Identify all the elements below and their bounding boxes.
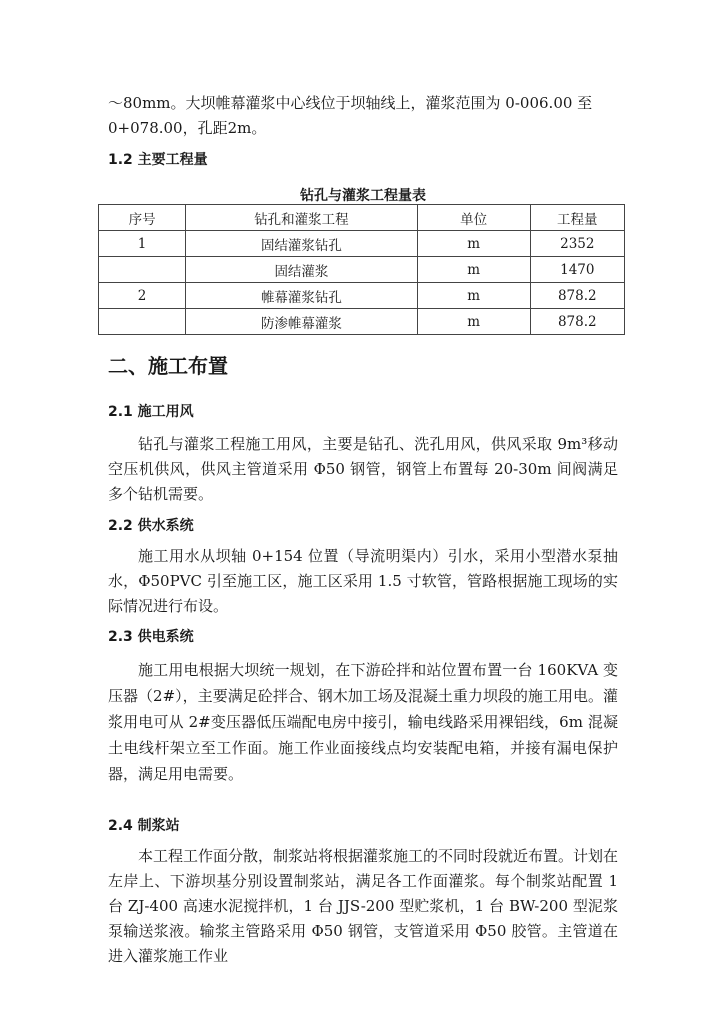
section-1-2-heading: 1.2 主要工程量 [108,152,208,168]
table-cell: m [417,231,530,257]
table-cell: m [417,257,530,283]
table-cell [99,309,186,335]
table-row [99,283,625,309]
section-2-2-text: 施工用水从坝轴 0+154 位置（导流明渠内）引水，采用小型潜水泵抽水，Φ50PVC 引至施工区，施工区采用 1.5 寸软管，管路根据施工现场的实际情况进行布设。 [108,547,618,615]
table-cell: 878.2 [530,309,624,335]
table-cell: 878.2 [530,283,624,309]
chapter-2-heading: 二、施工布置 [108,354,228,378]
section-2-3-heading: 2.3 供电系统 [108,629,194,645]
table-cell: 帷幕灌浆钻孔 [186,283,418,309]
section-2-1-heading: 2.1 施工用风 [108,404,194,420]
table-cell: m [417,283,530,309]
header-cell: 钻孔和灌浆工程 [186,205,418,231]
section-2-3-text: 施工用电根据大坝统一规划，在下游砼拌和站位置布置一台 160KVA 变压器（2#），主要满足砼拌合、钢木加工场及混凝土重力坝段的施工用电。灌浆用电可从 2#变压器低压端配电房中接引，输电线路采用裸铝线，6m 混凝土电线杆架立至工作面。施工作业面接线点均安装配电箱，并接有漏电保护器，满足用电需要。 [108,661,618,783]
table-row [99,309,625,335]
intro-line-1: ～80mm。大坝帷幕灌浆中心线位于坝轴线上，灌浆范围为 0-006.00 至 [108,94,593,112]
table-cell: 固结灌浆钻孔 [186,231,418,257]
table-cell [99,257,186,283]
table-caption: 钻孔与灌浆工程量表 [300,188,426,204]
table-cell: 2 [99,283,186,309]
section-2-2-heading: 2.2 供水系统 [108,518,194,534]
section-2-4-text: 本工程工作面分散，制浆站将根据灌浆施工的不同时段就近布置。计划在左岸上、下游坝基分别设置制浆站，满足各工作面灌浆。每个制浆站配置 1 台 ZJ-400 高速水泥搅拌机，1 台 JJS-200 型贮浆机，1 台 BW-200 型泥浆泵输送浆液。输浆主管路采用 Φ50 钢管，支管道采用 Φ50 胶管。主管道在进入灌浆施工作业 [108,847,619,965]
table-header-row [99,205,625,231]
table-cell: 1 [99,231,186,257]
table-cell: 防渗帷幕灌浆 [186,309,418,335]
table-row [99,257,625,283]
table-row [99,231,625,257]
table-cell: 2352 [530,231,624,257]
section-2-1-text: 钻孔与灌浆工程施工用风，主要是钻孔、洗孔用风，供风采取 9m³移动空压机供风，供风主管道采用 Φ50 钢管，钢管上布置每 20-30m 间阀满足多个钻机需要。 [108,435,618,503]
table-cell: 1470 [530,257,624,283]
header-cell: 工程量 [530,205,624,231]
table-cell: 固结灌浆 [186,257,418,283]
header-cell: 序号 [99,205,186,231]
table-cell: m [417,309,530,335]
section-2-4-heading: 2.4 制浆站 [108,818,180,834]
intro-line-2: 0+078.00，孔距2m。 [108,119,267,137]
quantity-table [98,204,625,335]
header-cell: 单位 [417,205,530,231]
